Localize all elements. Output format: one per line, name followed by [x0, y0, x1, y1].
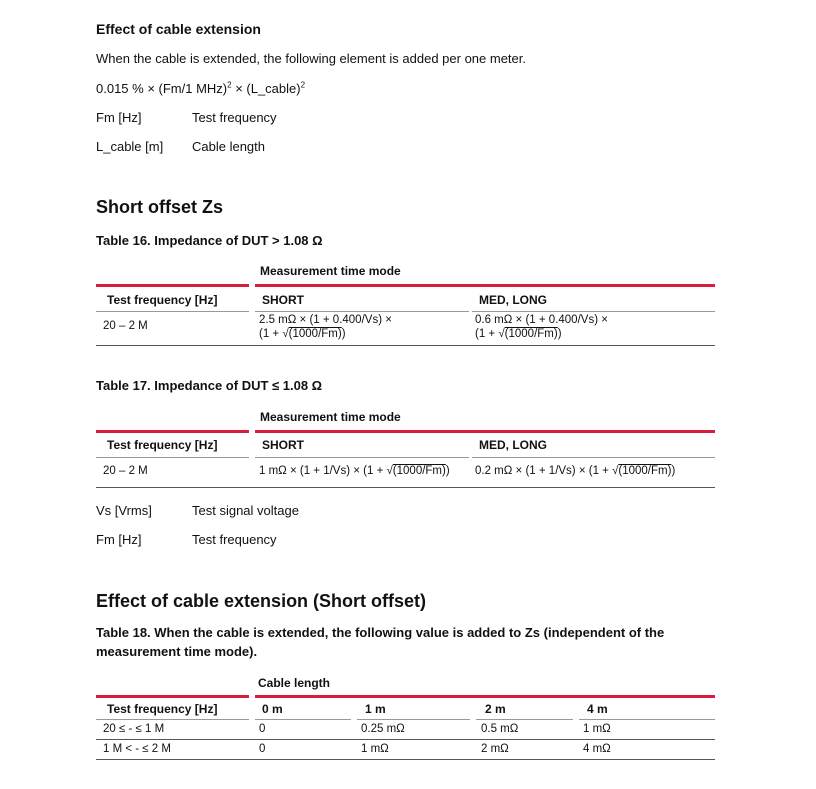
table16-header-freq: Test frequency [Hz] — [107, 293, 218, 307]
table16-bottom-line — [96, 345, 715, 346]
table17-header-freq: Test frequency [Hz] — [107, 438, 218, 452]
def-desc-fm: Test frequency — [192, 110, 277, 125]
def-term-fm: Fm [Hz] — [96, 110, 142, 125]
table18-row1-4m: 1 mΩ — [583, 723, 611, 735]
table17-cell-med: 0.2 mΩ × (1 + 1/Vs) × (1 + √(1000/Fm)) — [475, 465, 676, 477]
table17-header-underline-2 — [255, 457, 469, 458]
table18-row1-2m: 0.5 mΩ — [481, 723, 519, 735]
table16-cell-short-line2: (1 + √(1000/Fm)) — [259, 328, 346, 340]
table18-row1-divider — [96, 739, 715, 740]
table18-group-header: Cable length — [258, 676, 331, 690]
table18-row2-0m: 0 — [259, 743, 266, 755]
table18-header-2m: 2 m — [485, 702, 506, 716]
section-heading-cable-short: Effect of cable extension (Short offset) — [96, 591, 427, 611]
table18-header-freq: Test frequency [Hz] — [107, 702, 218, 716]
section-heading-short-offset: Short offset Zs — [96, 197, 224, 217]
table16-header-bar — [96, 284, 249, 287]
table18-row2-freq: 1 M < - ≤ 2 M — [103, 743, 171, 755]
table16-header-underline — [96, 311, 249, 312]
table17-header-med-long: MED, LONG — [479, 438, 547, 452]
table16-cell-short-line1: 2.5 mΩ × (1 + 0.400/Vs) × — [259, 314, 392, 326]
table16-caption: Table 16. Impedance of DUT > 1.08 Ω — [96, 233, 323, 248]
table16-header-short: SHORT — [262, 293, 304, 307]
table17-header-underline-3 — [472, 457, 715, 458]
table18-header-bar-2 — [255, 695, 715, 698]
table18-caption-line1: Table 18. When the cable is extended, the following value is added to Zs (independent of the — [96, 625, 665, 640]
table18-row2-4m: 4 mΩ — [583, 743, 611, 755]
table17-cell-freq: 20 – 2 M — [103, 465, 148, 477]
table18-row1-freq: 20 ≤ - ≤ 1 M — [103, 723, 165, 735]
table16-header-underline-2 — [255, 311, 469, 312]
table18-header-4m: 4 m — [587, 702, 608, 716]
table18-row1-0m: 0 — [259, 723, 266, 735]
table17-cell-short: 1 mΩ × (1 + 1/Vs) × (1 + √(1000/Fm)) — [259, 465, 450, 477]
table16-cell-med-line1: 0.6 mΩ × (1 + 0.400/Vs) × — [475, 314, 608, 326]
def-term-lcable: L_cable [m] — [96, 139, 164, 154]
table17-bottom-line — [96, 487, 715, 488]
table16-header-bar-2 — [255, 284, 715, 287]
table18-header-1m: 1 m — [365, 702, 386, 716]
table18-header-bar — [96, 695, 249, 698]
table18-row2-1m: 1 mΩ — [361, 743, 389, 755]
table16-group-header: Measurement time mode — [260, 264, 401, 278]
table18-header-underline — [96, 719, 249, 720]
cable-intro-text: When the cable is extended, the following element is added per one meter. — [96, 51, 526, 66]
table16-cell-med-line2: (1 + √(1000/Fm)) — [475, 328, 562, 340]
def-desc-fm-2: Test frequency — [192, 532, 277, 547]
table18-caption-line2: measurement time mode). — [96, 644, 258, 659]
table17-header-bar — [96, 430, 249, 433]
table18-header-underline-2 — [255, 719, 351, 720]
def-term-vs: Vs [Vrms] — [96, 503, 152, 518]
table17-header-underline — [96, 457, 249, 458]
table17-caption: Table 17. Impedance of DUT ≤ 1.08 Ω — [96, 378, 323, 393]
table17-header-bar-2 — [255, 430, 715, 433]
section-heading-cable-extension: Effect of cable extension — [96, 21, 261, 37]
def-desc-vs: Test signal voltage — [192, 503, 299, 518]
table18-header-underline-5 — [579, 719, 715, 720]
table18-header-underline-3 — [357, 719, 470, 720]
table16-header-med-long: MED, LONG — [479, 293, 547, 307]
table16-header-underline-3 — [472, 311, 715, 312]
def-term-fm-2: Fm [Hz] — [96, 532, 142, 547]
table18-header-0m: 0 m — [262, 702, 283, 716]
table18-row2-2m: 2 mΩ — [481, 743, 509, 755]
table17-group-header: Measurement time mode — [260, 410, 401, 424]
table18-header-underline-4 — [476, 719, 573, 720]
table17-header-short: SHORT — [262, 438, 304, 452]
cable-formula: 0.015 % × (Fm/1 MHz)$^2$ × (L_cable)$^2$ — [96, 80, 306, 96]
def-desc-lcable: Cable length — [192, 139, 265, 154]
table16-cell-freq: 20 – 2 M — [103, 320, 148, 332]
table18-row1-1m: 0.25 mΩ — [361, 723, 405, 735]
table18-bottom-line — [96, 759, 715, 760]
